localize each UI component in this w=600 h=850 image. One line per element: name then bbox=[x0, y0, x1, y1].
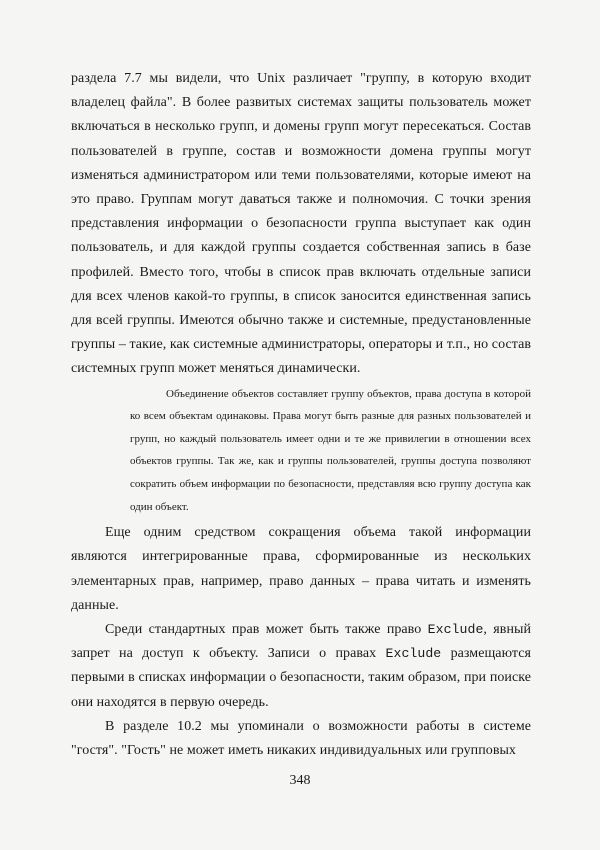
paragraph-guest: В разделе 10.2 мы упоминали о возможности работы в системе "гостя". "Гость" не может иметь никаких индивидуальных или групповых bbox=[71, 718, 531, 759]
paragraph-exclude-right bbox=[71, 618, 531, 715]
page-number: 348 bbox=[289, 773, 311, 788]
quote-object-groups: Объединение объектов составляет группу объектов, права доступа в которой ко всем объектам одинаковы. Права могут быть разные для разных пользователей и групп, но каждый пользователь имеет одни и те же привилегии в отношении всех объектов группы. Так же, как и группы пользователей, группы доступа позволяют сократить объем информации по безопасности, представляя всю группу доступа как один объект. bbox=[130, 387, 531, 513]
para3-text-before: Среди стандартных прав может быть также право bbox=[105, 622, 428, 638]
para3-text-after: размещаются первыми в списках информации о безопасности, таким образом, при поиске они находятся в первую очередь. bbox=[71, 646, 531, 710]
para3-text-middle: , явный запрет на доступ к объекту. Записи о правах bbox=[71, 622, 531, 662]
page-text bbox=[71, 67, 531, 763]
exclude-term-second: Exclude bbox=[385, 646, 442, 662]
paragraph-groups: раздела 7.7 мы видели, что Unix различает "группу, в которую входит владелец файла". В более развитых системах защиты пользователь может включаться в несколько групп, и домены групп могут пересекаться. Состав пользователей в группе, состав и возможности домена группы могут изменяться администратором или теми пользователями, которые имеют на это право. Группам могут даваться также и полномочия. С точки зрения представления информации о безопасности группа выступает как один пользователь, и для каждой группы создается собственная запись в базе профилей. Вместо того, чтобы в список прав включать отдельные записи для всех членов какой-то группы, в список заносится единственная запись для всей группы. Имеются обычно также и системные, предустановленные группы – такие, как системные администраторы, операторы и т.п., но состав системных групп может меняться динамически. bbox=[71, 71, 531, 377]
paragraph-integrated-rights: Еще одним средством сокращения объема такой информации являются интегрированные права, сформированные из нескольких элементарных прав, например, право данных – права читать и изменять данные. bbox=[71, 525, 531, 613]
exclude-term: Exclude bbox=[427, 622, 484, 638]
